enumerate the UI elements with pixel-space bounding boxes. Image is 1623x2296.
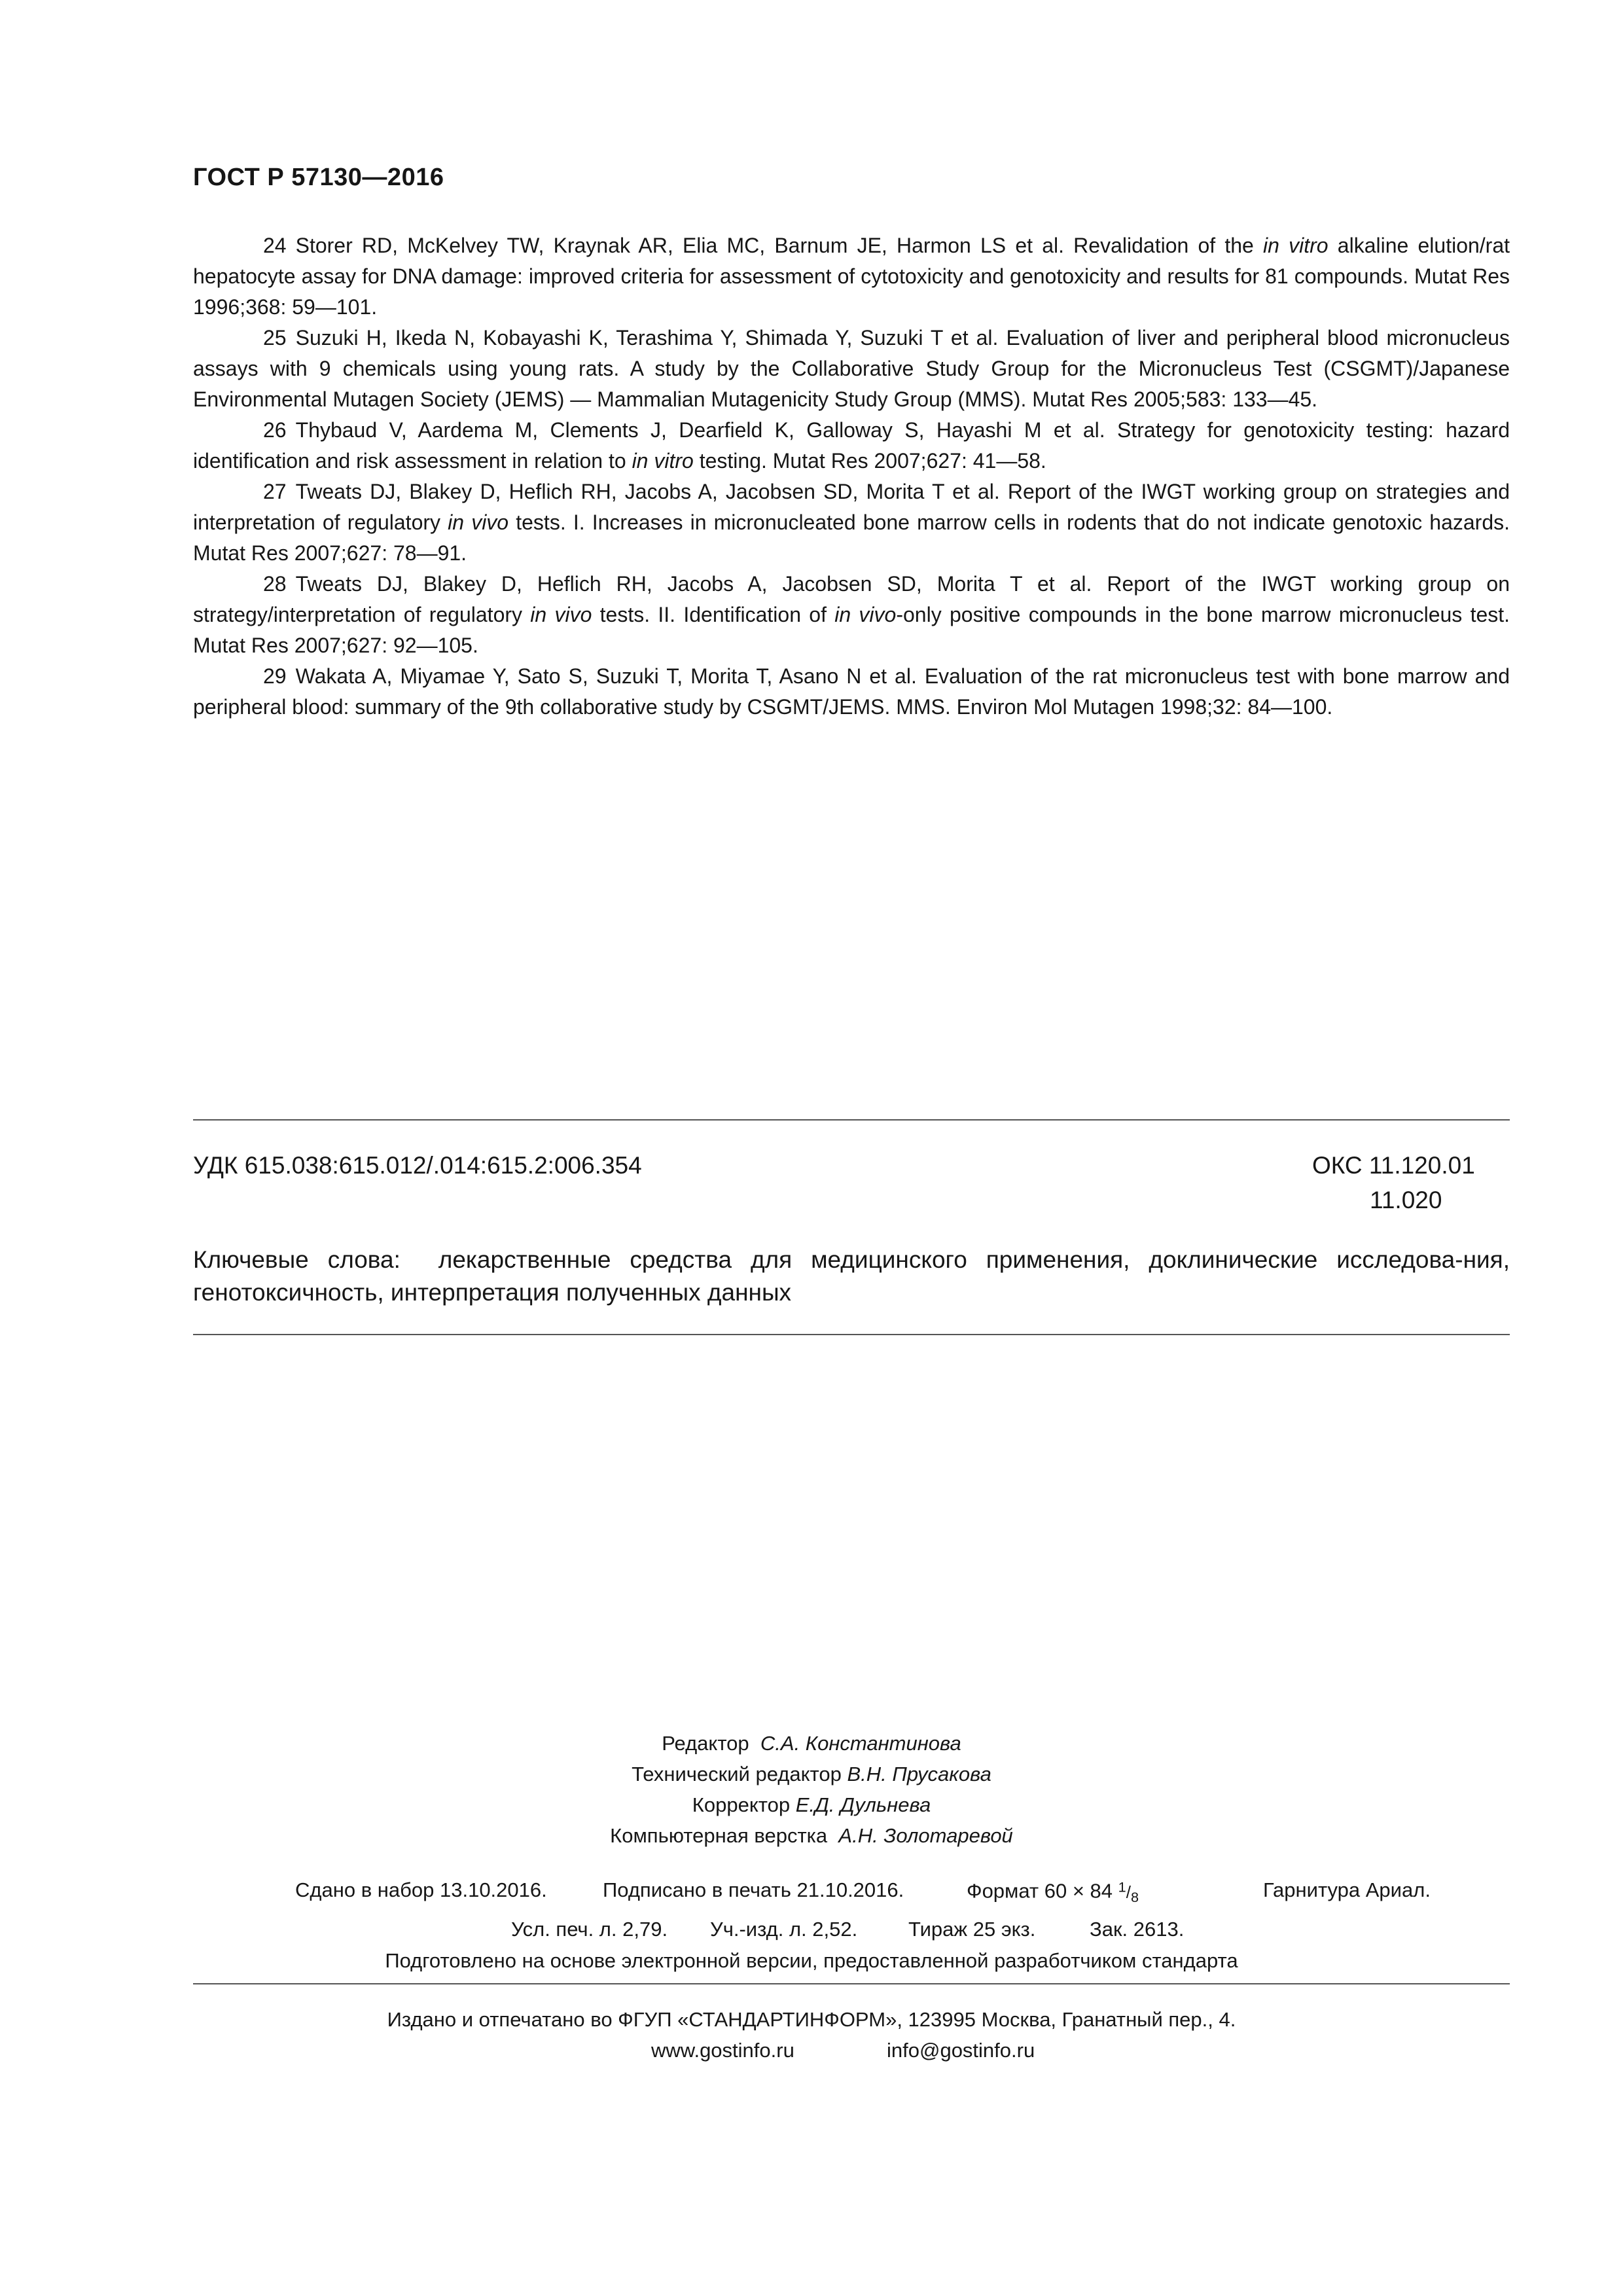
reference-item — [193, 661, 1510, 723]
reference-text: Thybaud V, Aardema M, Clements J, Dearfield K, Galloway S, Hayashi M et al. Strategy for genotoxicity testing: hazard identification and risk assessment in relation to — [193, 418, 1510, 473]
credit-tech-editor — [0, 1763, 1623, 1786]
reference-number: 26 — [263, 418, 287, 442]
prepared-note: Подготовлено на основе электронной версии, предоставленной разработчиком стандарта — [385, 1949, 1238, 1972]
credit-name: С.А. Константинова — [760, 1732, 961, 1755]
keywords-text: лекарственные средства для медицинского применения, доклинические исследова-ния, генотоксичность, интерпретация полученных данных — [193, 1246, 1510, 1306]
format — [967, 1878, 1139, 1906]
reference-number: 25 — [263, 326, 287, 350]
credit-layout — [0, 1824, 1623, 1848]
signed-date: Подписано в печать 21.10.2016. — [603, 1878, 904, 1901]
reference-italic-term: in vitro — [1263, 234, 1329, 257]
reference-item — [193, 415, 1510, 476]
reference-italic-term: in vivo — [530, 603, 592, 626]
reference-text: Tweats DJ, Blakey D, Heflich RH, Jacobs A, Jacobsen SD, Morita T et al. Report of the IWGT working group on strategies and interpretation of regulatory — [193, 480, 1510, 534]
typeset-date: Сдано в набор 13.10.2016. — [295, 1878, 547, 1901]
print-run: Тираж 25 экз. — [908, 1918, 1036, 1941]
reference-italic-term: in vivo — [448, 511, 509, 534]
oks-code-line2: 11.020 — [1370, 1187, 1442, 1213]
reference-italic-term: in vivo — [834, 603, 897, 626]
credit-role: Технический редактор — [632, 1763, 842, 1785]
reference-number: 29 — [263, 664, 287, 688]
publisher-line: Издано и отпечатано во ФГУП «СТАНДАРТИНФОРМ», 123995 Москва, Гранатный пер., 4. — [387, 2008, 1236, 2031]
credit-role: Компьютерная верстка — [610, 1824, 828, 1847]
credit-name: А.Н. Золотаревой — [838, 1824, 1013, 1847]
keywords-label: Ключевые слова: — [193, 1246, 401, 1273]
print-sheets: Усл. печ. л. 2,79. — [511, 1918, 668, 1941]
credit-name: В.Н. Прусакова — [847, 1763, 991, 1785]
credit-role: Редактор — [662, 1732, 749, 1755]
email-link[interactable]: info@gostinfo.ru — [887, 2039, 1035, 2062]
reference-text: tests. II. Identification of — [592, 603, 835, 626]
reference-item — [193, 569, 1510, 661]
divider-publisher — [193, 1983, 1510, 1984]
oks-code-line1: ОКС 11.120.01 — [1312, 1152, 1475, 1179]
format-numerator: 1 — [1118, 1878, 1126, 1895]
format-denominator: 8 — [1130, 1888, 1139, 1905]
reference-number: 28 — [263, 572, 287, 596]
udk-code: УДК 615.038:615.012/.014:615.2:006.354 — [193, 1152, 642, 1179]
order-number: Зак. 2613. — [1090, 1918, 1185, 1941]
divider-keywords — [193, 1334, 1510, 1335]
divider-top — [193, 1119, 1510, 1121]
reference-text: -only positive compounds in the bone marrow micronucleus test. Mutat Res 2007;627: 92—105. — [193, 603, 1510, 657]
reference-number: 24 — [263, 234, 287, 257]
reference-text: Storer RD, McKelvey TW, Kraynak AR, Elia MC, Barnum JE, Harmon LS et al. Revalidation of the — [295, 234, 1264, 257]
website-link[interactable]: www.gostinfo.ru — [651, 2039, 794, 2062]
reference-text: tests. I. Increases in micronucleated bone marrow cells in rodents that do not indicate genotoxic hazards. Mutat Res 2007;627: 78—91. — [193, 511, 1510, 565]
keywords-block — [193, 1244, 1510, 1309]
reference-item — [193, 230, 1510, 323]
reference-list — [193, 230, 1510, 723]
reference-italic-term: in vitro — [632, 449, 694, 473]
reference-text: Wakata A, Miyamae Y, Sato S, Suzuki T, Morita T, Asano N et al. Evaluation of the rat micronucleus test with bone marrow and peripheral blood: summary of the 9th collaborative study by CSGMT/JEMS. MMS. Environ Mol Mutagen 1998;32: 84—100. — [193, 664, 1510, 719]
format-fraction: $^1/_8$ — [1118, 1878, 1139, 1905]
credit-role: Корректор — [692, 1793, 791, 1816]
typeface: Гарнитура Ариал. — [1263, 1878, 1431, 1901]
reference-item — [193, 323, 1510, 415]
format-label: Формат 60 × 84 — [967, 1879, 1113, 1903]
reference-text: Tweats DJ, Blakey D, Heflich RH, Jacobs A, Jacobsen SD, Morita T et al. Report of the IWGT working group on strategy/interpretation of regulatory — [193, 572, 1510, 626]
credit-editor — [0, 1732, 1623, 1755]
page-header-standard: ГОСТ Р 57130—2016 — [193, 164, 444, 191]
pub-sheets: Уч.-изд. л. 2,52. — [710, 1918, 858, 1941]
reference-number: 27 — [263, 480, 287, 503]
credit-proofreader — [0, 1793, 1623, 1817]
reference-item — [193, 476, 1510, 569]
reference-text: alkaline elution/rat hepatocyte assay for DNA damage: improved criteria for assessment of cytotoxicity and genotoxicity and results for 81 compounds. Mutat Res 1996;368: 59—101. — [193, 234, 1510, 319]
reference-text: Suzuki H, Ikeda N, Kobayashi K, Terashima Y, Shimada Y, Suzuki T et al. Evaluation of liver and peripheral blood micronucleus assays with 9 chemicals using young rats. A study by the Collaborative Study Group for the Micronucleus Test (CSGMT)/Japanese Environmental Mutagen Society (JEMS) — Mammalian Mutagenicity Study Group (MMS). Mutat Res 2005;583: 133—45. — [193, 326, 1510, 411]
reference-text: testing. Mutat Res 2007;627: 41—58. — [693, 449, 1046, 473]
credit-name: Е.Д. Дульнева — [795, 1793, 931, 1816]
